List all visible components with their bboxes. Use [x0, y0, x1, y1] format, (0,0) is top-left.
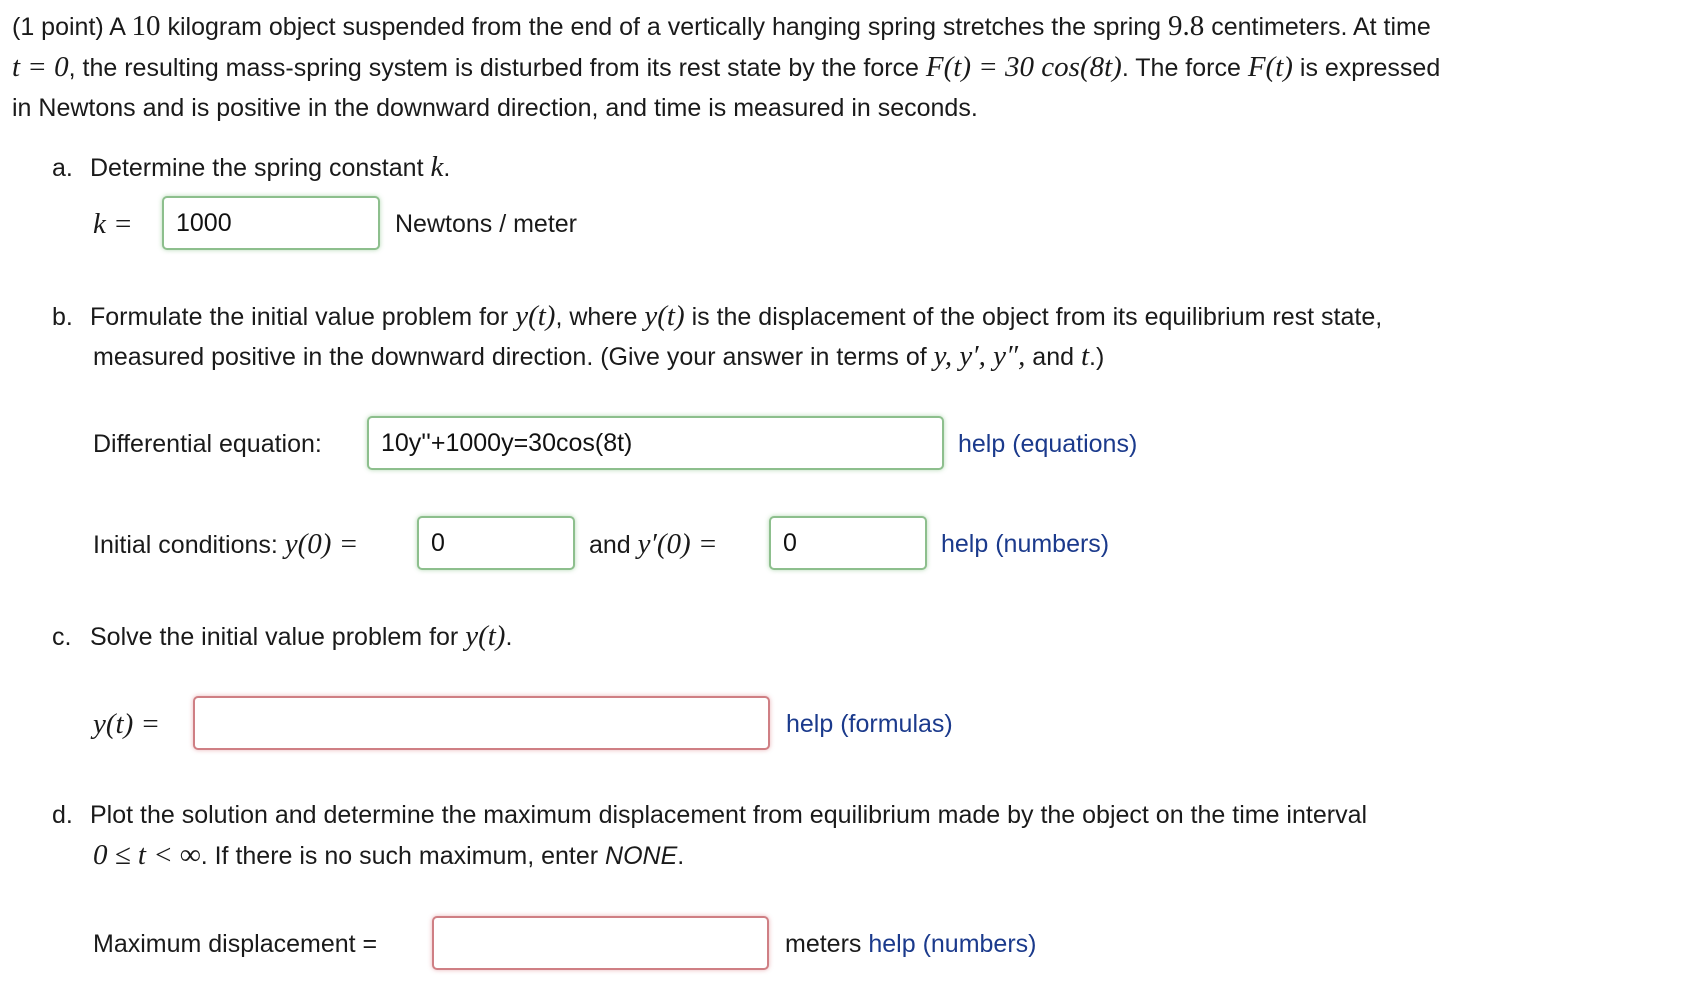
variables-math: y, y′, y″, [933, 340, 1026, 372]
help-equations-link[interactable]: help (equations) [958, 430, 1138, 458]
problem-statement [12, 6, 1702, 128]
spring-constant-input[interactable] [162, 196, 380, 250]
and-text: and [589, 531, 638, 559]
intro-line-2 [12, 47, 1702, 88]
prompt-text: measured positive in the downward direction. (Give your answer in terms of [93, 343, 934, 371]
max-displacement-unit-row [785, 924, 1037, 964]
prompt-text: . [677, 842, 685, 870]
max-displacement-label: Maximum displacement = [93, 930, 378, 958]
prompt-text: , where [555, 303, 645, 331]
initial-conditions-label [93, 524, 358, 565]
prompt-text: Plot the solution and determine the maximum displacement from equilibrium made by the object on the time interval [90, 801, 1368, 829]
k-label: k = [93, 208, 133, 240]
part-b-prompt-line-2 [93, 336, 1104, 377]
intro-text: (1 point) A [12, 13, 132, 41]
k-unit-label: Newtons / meter [395, 210, 578, 238]
part-letter: a. [52, 154, 73, 182]
and-label [589, 524, 718, 565]
part-letter: c. [52, 623, 72, 651]
k-math: k [430, 151, 444, 183]
prompt-text: is the displacement of the object from its equilibrium rest state, [684, 303, 1383, 331]
part-a-prompt [52, 147, 450, 188]
part-letter: d. [52, 801, 73, 829]
intro-text: is expressed [1292, 54, 1441, 82]
intro-line-1 [12, 6, 1702, 47]
prompt-text: . [443, 154, 451, 182]
none-keyword: NONE [605, 842, 678, 870]
force-name-math: F(t) [1247, 51, 1293, 83]
part-d-prompt-line-2 [93, 835, 684, 876]
ic-label-text: Initial conditions: [93, 531, 285, 559]
solution-input[interactable] [193, 696, 770, 750]
y0-math-label: y(0) = [284, 528, 359, 560]
intro-text: . The force [1121, 54, 1248, 82]
help-numbers-link-2[interactable]: help (numbers) [868, 930, 1037, 958]
t-math: t [1080, 340, 1090, 372]
y-prime-0-input[interactable] [769, 516, 927, 570]
force-math: F(t) = 30 cos(8t) [925, 51, 1122, 83]
part-d-prompt-line-1 [52, 795, 1367, 835]
prompt-text: Formulate the initial value problem for [90, 303, 516, 331]
interval-math: 0 ≤ t < ∞ [93, 839, 201, 871]
prompt-text: and [1025, 343, 1081, 371]
prompt-text: Determine the spring constant [90, 154, 431, 182]
time-zero-math: t = 0 [12, 51, 69, 83]
y-of-t-math: y(t) [644, 300, 685, 332]
help-formulas-link[interactable]: help (formulas) [786, 710, 953, 738]
y-prime-0-math-label: y′(0) = [637, 528, 718, 560]
mass-value: 10 [131, 10, 161, 42]
part-b-prompt-line-1 [52, 296, 1382, 337]
max-displacement-input[interactable] [432, 916, 769, 970]
help-numbers-link[interactable]: help (numbers) [941, 530, 1110, 558]
intro-line-3: in Newtons and is positive in the downward direction, and time is measured in seconds. [12, 94, 978, 122]
intro-text: , the resulting mass-spring system is disturbed from its rest state by the force [68, 54, 926, 82]
part-c-prompt [52, 616, 512, 657]
differential-equation-label: Differential equation: [93, 430, 322, 458]
intro-text: kilogram object suspended from the end of a vertically hanging spring stretches the spring [160, 13, 1169, 41]
intro-text: centimeters. At time [1204, 13, 1431, 41]
y-of-t-math: y(t) [465, 620, 506, 652]
stretch-value: 9.8 [1168, 10, 1205, 42]
prompt-text: Solve the initial value problem for [90, 623, 466, 651]
differential-equation-input[interactable] [367, 416, 944, 470]
prompt-text: .) [1089, 343, 1105, 371]
prompt-text: . If there is no such maximum, enter [200, 842, 606, 870]
y0-input[interactable] [417, 516, 575, 570]
meters-unit-label: meters [785, 930, 862, 958]
part-letter: b. [52, 303, 73, 331]
y-of-t-math: y(t) [515, 300, 556, 332]
prompt-text: . [505, 623, 513, 651]
solution-label: y(t) = [93, 708, 161, 740]
